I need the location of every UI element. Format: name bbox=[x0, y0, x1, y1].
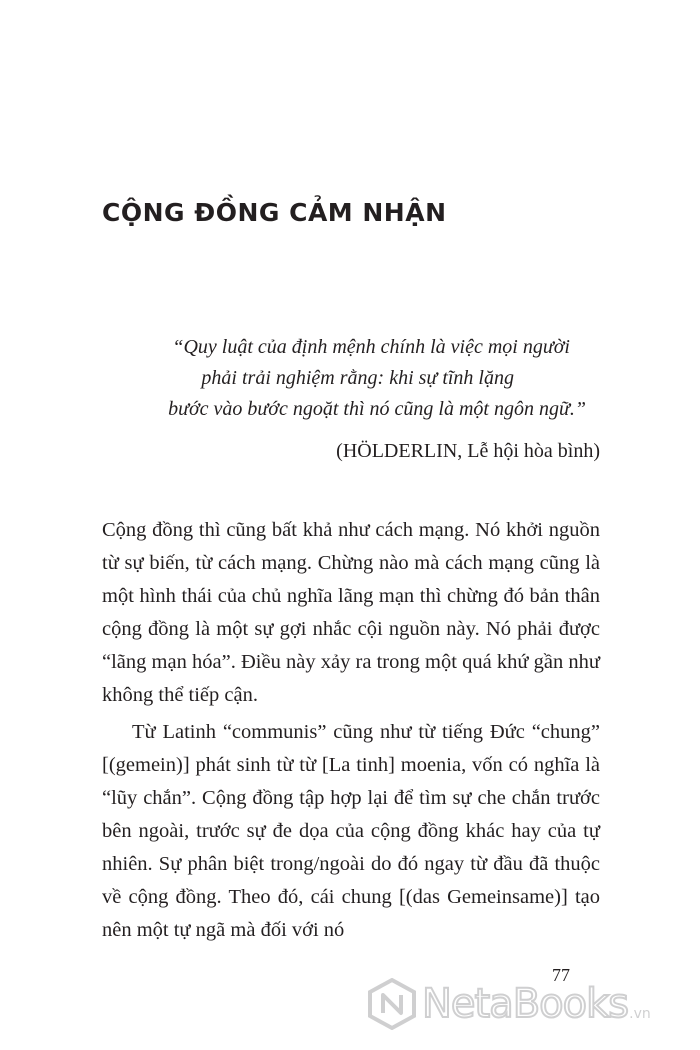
paragraph-1: Cộng đồng thì cũng bất khả như cách mạng. Nó khởi nguồn từ sự biến, từ cách mạng. Chừng nào mà cách mạng cũng là một hình thái của chủ nghĩa lãng mạn thì chừng đó bản thân cộng đồng là một sự gợi nhắc cội nguồn này. Nó phải được “lãng mạn hóa”. Điều này xảy ra trong một quá khứ gần như không thể tiếp cận. bbox=[102, 519, 600, 706]
paragraph-2: Từ Latinh “communis” cũng như từ tiếng Đức “chung” [(gemein)] phát sinh từ từ [La tinh] moenia, vốn có nghĩa là “lũy chắn”. Cộng đồng tập hợp lại để tìm sự che chắn trước bên ngoài, trước sự đe dọa của cộng đồng khác hay của tự nhiên. Sự phân biệt trong/ngoài do đó ngay từ đầu đã thuộc về cộng đồng. Theo đó, cái chung [(das Gemeinsame)] tạo nên một tự ngã mà đối với nó bbox=[102, 721, 600, 941]
epigraph-line-1: “Quy luật của định mệnh chính là việc mọi người bbox=[172, 336, 570, 358]
watermark-suffix: .vn bbox=[629, 1006, 651, 1022]
watermark-brand: NetaBooks bbox=[422, 981, 629, 1027]
epigraph-line-2: phải trải nghiệm rằng: khi sự tĩnh lặng bbox=[201, 367, 514, 389]
body-text bbox=[102, 514, 600, 947]
watermark bbox=[366, 978, 651, 1030]
netabooks-logo-icon bbox=[366, 978, 418, 1030]
epigraph-quote bbox=[100, 332, 600, 425]
chapter-title: CỘNG ĐỒNG CẢM NHẬN bbox=[102, 198, 447, 227]
epigraph-attribution: (HÖLDERLIN, Lễ hội hòa bình) bbox=[336, 440, 600, 462]
epigraph-line-3: bước vào bước ngoặt thì nó cũng là một ngôn ngữ.” bbox=[168, 398, 586, 420]
page-number: 77 bbox=[552, 965, 570, 985]
